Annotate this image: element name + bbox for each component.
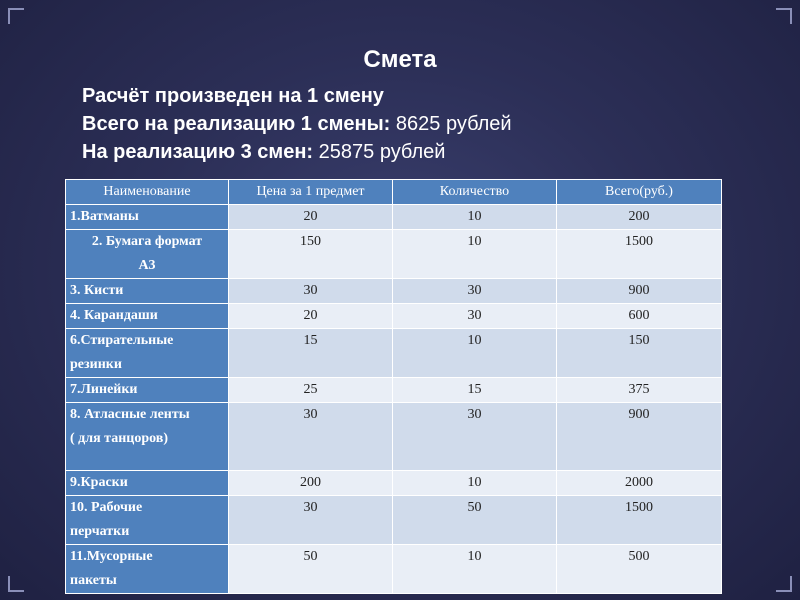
- frame-corner: [8, 8, 24, 24]
- item-total: 1500: [557, 230, 722, 279]
- item-name: [66, 496, 229, 545]
- item-quantity: 10: [393, 205, 557, 230]
- summary-value: 8625 рублей: [395, 113, 512, 135]
- item-price: 200: [229, 471, 393, 496]
- item-name: [66, 545, 229, 594]
- item-quantity: 30: [393, 279, 557, 304]
- item-price: 30: [229, 279, 393, 304]
- item-price: 20: [229, 304, 393, 329]
- item-name-line: ( для танцоров): [70, 431, 169, 446]
- item-name-line: перчатки: [70, 524, 130, 539]
- table-row: [66, 279, 722, 304]
- frame-corner: [776, 8, 792, 24]
- item-name: 3. Кисти: [66, 279, 229, 304]
- item-quantity: 10: [393, 471, 557, 496]
- item-name-line: 2. Бумага формат: [91, 234, 203, 249]
- item-total: 1500: [557, 496, 722, 545]
- item-price: 30: [229, 496, 393, 545]
- item-name: [66, 329, 229, 378]
- table-row: [66, 496, 722, 545]
- item-quantity: 50: [393, 496, 557, 545]
- frame-corner: [8, 576, 24, 592]
- item-total: 900: [557, 403, 722, 471]
- summary-label: На реализацию 3 смен:: [82, 141, 314, 163]
- table-row: [66, 329, 722, 378]
- table-row: [66, 403, 722, 471]
- item-name-line: А3: [138, 258, 156, 273]
- item-name: [66, 403, 229, 471]
- frame-corner: [776, 576, 792, 592]
- item-price: 30: [229, 403, 393, 471]
- item-total: 2000: [557, 471, 722, 496]
- item-price: 50: [229, 545, 393, 594]
- item-price: 15: [229, 329, 393, 378]
- summary-line-three-shifts: [82, 138, 512, 166]
- item-quantity: 10: [393, 230, 557, 279]
- table-row: [66, 230, 722, 279]
- summary-line-one-shift: [82, 110, 512, 138]
- item-name: 7.Линейки: [66, 378, 229, 403]
- item-name-line: резинки: [70, 357, 122, 372]
- column-header-total: Всего(руб.): [557, 180, 722, 205]
- item-total: 900: [557, 279, 722, 304]
- item-total: 150: [557, 329, 722, 378]
- table-row: [66, 378, 722, 403]
- item-name-line: пакеты: [70, 573, 117, 588]
- item-price: 25: [229, 378, 393, 403]
- summary-line-shift: Расчёт произведен на 1 смену: [82, 85, 384, 107]
- item-total: 600: [557, 304, 722, 329]
- item-name: 4. Карандаши: [66, 304, 229, 329]
- item-total: 200: [557, 205, 722, 230]
- page-title: Смета: [363, 46, 437, 73]
- item-name-line: 6.Стирательные: [70, 333, 174, 348]
- column-header-quantity: Количество: [393, 180, 557, 205]
- item-quantity: 10: [393, 329, 557, 378]
- summary-value: 25875 рублей: [318, 141, 446, 163]
- table-header-row: [66, 180, 722, 205]
- item-name: 9.Краски: [66, 471, 229, 496]
- table-row: [66, 304, 722, 329]
- item-quantity: 10: [393, 545, 557, 594]
- table-row: [66, 545, 722, 594]
- item-name-line: 8. Атласные ленты: [70, 407, 190, 422]
- table-row: [66, 205, 722, 230]
- item-total: 500: [557, 545, 722, 594]
- item-quantity: 30: [393, 304, 557, 329]
- item-name-line: 11.Мусорные: [70, 549, 153, 564]
- item-quantity: 15: [393, 378, 557, 403]
- column-header-price: Цена за 1 предмет: [229, 180, 393, 205]
- item-name-line: 10. Рабочие: [70, 500, 143, 515]
- table-row: [66, 471, 722, 496]
- summary-block: [82, 82, 512, 166]
- summary-label: Всего на реализацию 1 смены:: [82, 113, 391, 135]
- estimate-table: [65, 179, 722, 594]
- column-header-name: Наименование: [66, 180, 229, 205]
- item-name: 1.Ватманы: [66, 205, 229, 230]
- item-price: 150: [229, 230, 393, 279]
- item-quantity: 30: [393, 403, 557, 471]
- item-total: 375: [557, 378, 722, 403]
- item-name: [66, 230, 229, 279]
- item-price: 20: [229, 205, 393, 230]
